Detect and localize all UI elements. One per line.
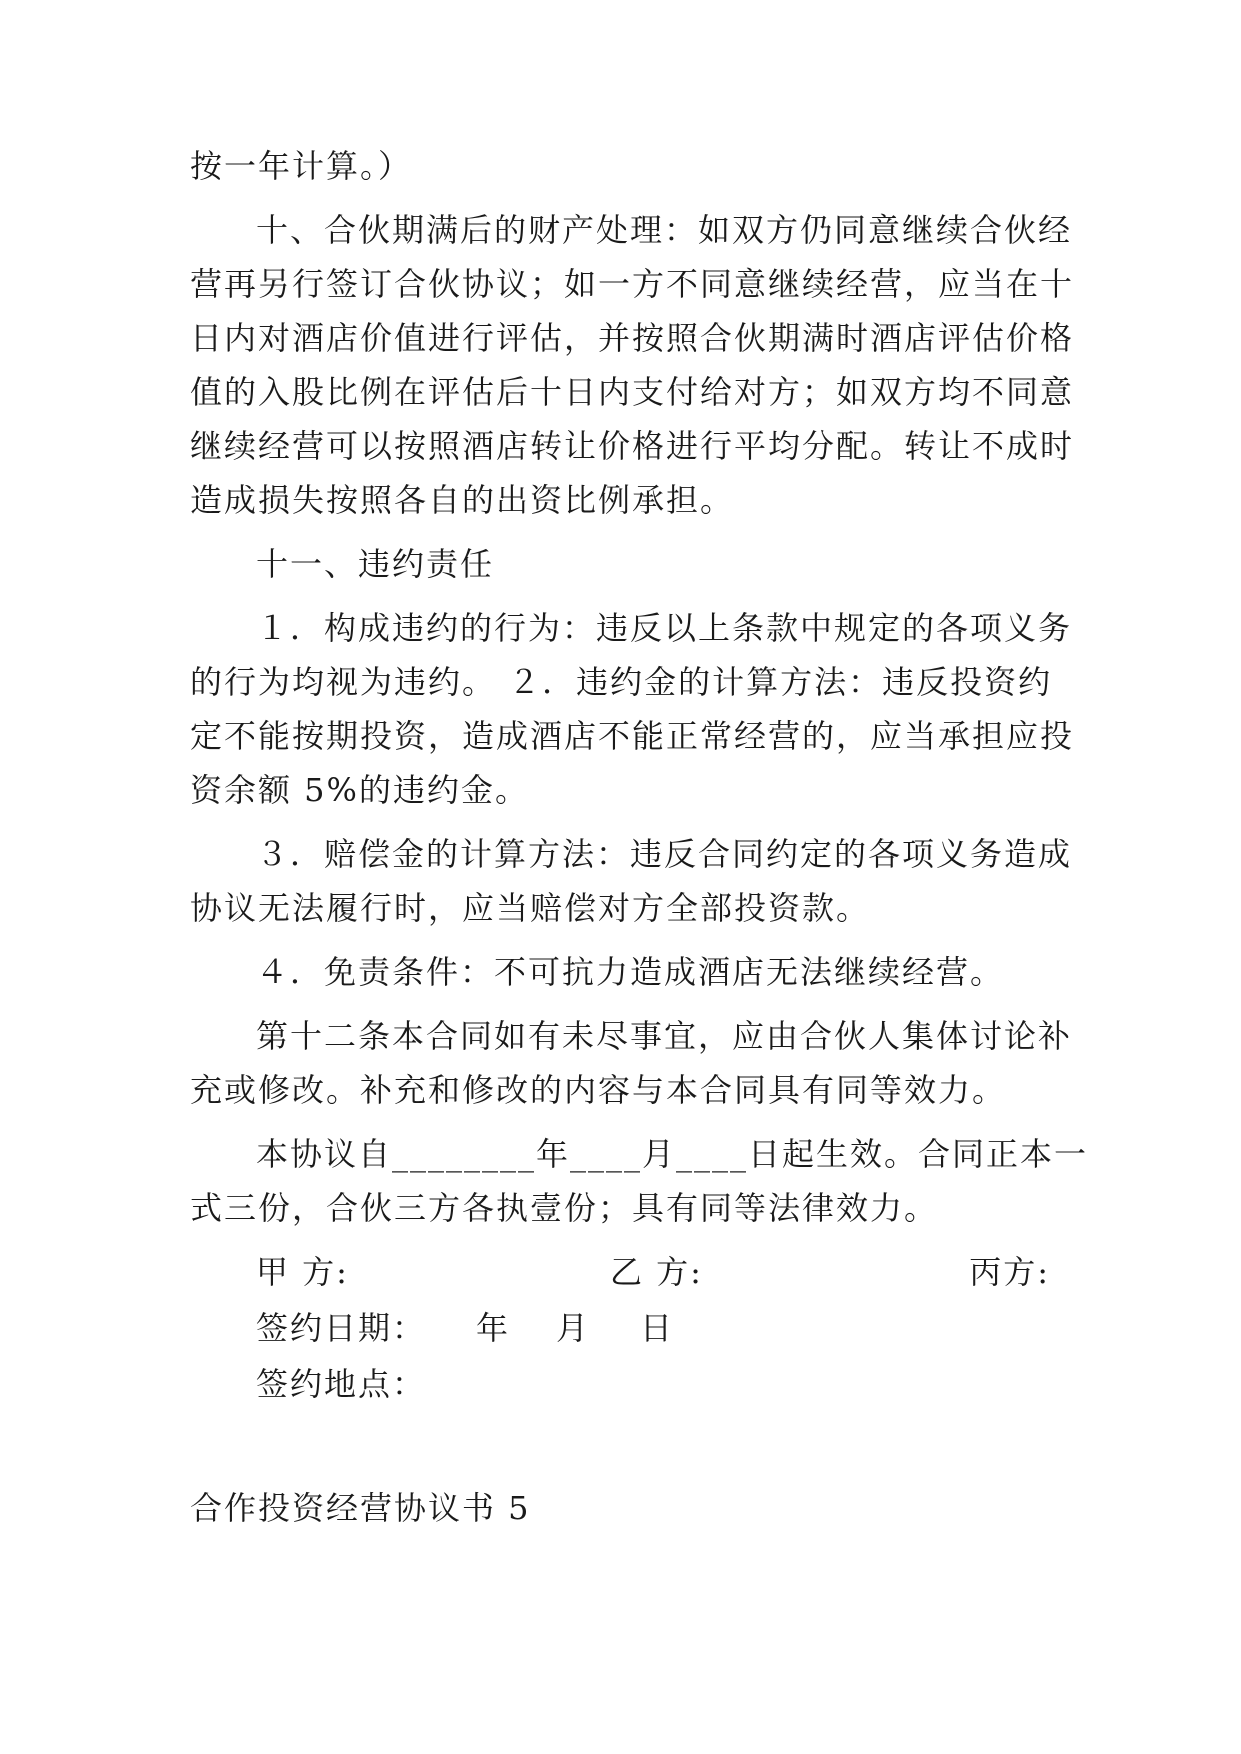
paragraph-line: 充或修改。补充和修改的内容与本合同具有同等效力。 bbox=[190, 1071, 1007, 1109]
party-c-label: 丙方: bbox=[969, 1253, 1050, 1291]
paragraph-line: 值的入股比例在评估后十日内支付给对方；如双方均不同意 bbox=[190, 373, 1075, 411]
sign-month: 月 bbox=[556, 1309, 591, 1347]
party-b-label: 乙 方: bbox=[610, 1253, 703, 1291]
paragraph-line: 资余额 5%的违约金。 bbox=[190, 771, 529, 809]
party-a-label: 甲 方: bbox=[256, 1253, 349, 1291]
paragraph-line: 本协议自________年____月____日起生效。合同正本一 bbox=[256, 1135, 1089, 1173]
sign-day: 日 bbox=[640, 1309, 675, 1347]
paragraph-line: 十、合伙期满后的财产处理：如双方仍同意继续合伙经 bbox=[256, 211, 1073, 249]
sign-year: 年 bbox=[476, 1309, 511, 1347]
paragraph-line: ４．免责条件：不可抗力造成酒店无法继续经营。 bbox=[256, 953, 1005, 991]
next-document-title: 合作投资经营协议书 5 bbox=[190, 1489, 531, 1527]
paragraph-line: 式三份，合伙三方各执壹份；具有同等法律效力。 bbox=[190, 1189, 939, 1227]
sign-place-label: 签约地点： bbox=[256, 1365, 427, 1403]
paragraph-line: 日内对酒店价值进行评估，并按照合伙期满时酒店评估价格 bbox=[190, 319, 1075, 357]
paragraph-line: ３．赔偿金的计算方法：违反合同约定的各项义务造成 bbox=[256, 835, 1073, 873]
paragraph-line: １．构成违约的行为：违反以上条款中规定的各项义务 bbox=[256, 609, 1073, 647]
sign-date-label: 签约日期： bbox=[256, 1309, 427, 1347]
paragraph-line: 造成损失按照各自的出资比例承担。 bbox=[190, 481, 735, 519]
paragraph-line: 的行为均视为违约。 ２．违约金的计算方法：违反投资约 bbox=[190, 663, 1053, 701]
paragraph-line: 定不能按期投资，造成酒店不能正常经营的，应当承担应投 bbox=[190, 717, 1075, 755]
paragraph-line: 按一年计算。） bbox=[190, 147, 413, 185]
paragraph-line: 营再另行签订合伙协议；如一方不同意继续经营，应当在十 bbox=[190, 265, 1075, 303]
paragraph-line: 协议无法履行时，应当赔偿对方全部投资款。 bbox=[190, 889, 871, 927]
paragraph-line: 继续经营可以按照酒店转让价格进行平均分配。转让不成时 bbox=[190, 427, 1075, 465]
paragraph-line: 第十二条本合同如有未尽事宜，应由合伙人集体讨论补 bbox=[256, 1017, 1073, 1055]
section-heading: 十一、违约责任 bbox=[256, 545, 495, 583]
